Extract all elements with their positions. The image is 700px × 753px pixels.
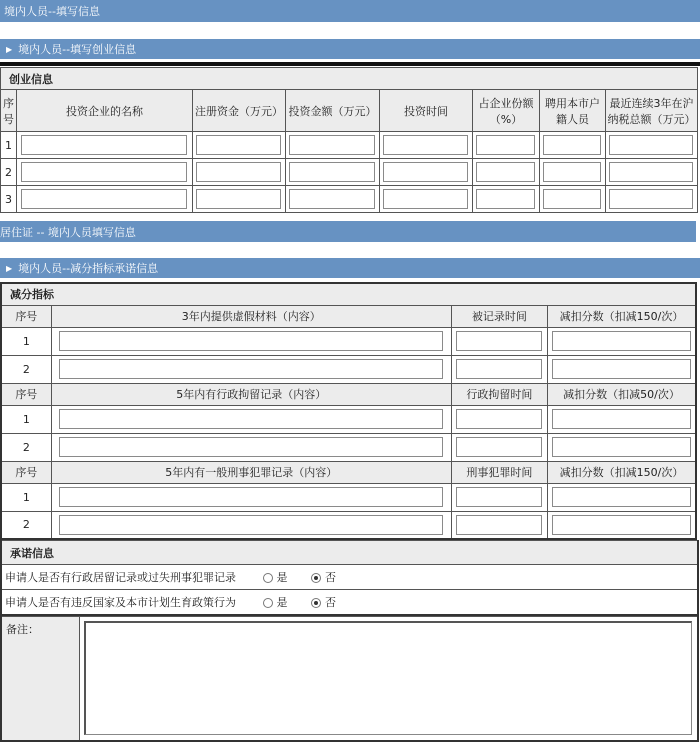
row-number: 1 [1, 405, 51, 433]
col-seq: 序号 [1, 90, 17, 132]
table-row [1, 186, 698, 213]
deduction-bar-label: 境内人员--减分指标承诺信息 [18, 262, 159, 275]
row-number: 2 [1, 433, 51, 461]
content-input[interactable] [59, 409, 443, 429]
col-points: 减扣分数（扣减150/次） [548, 305, 696, 327]
content-input[interactable] [59, 437, 443, 457]
col-employ: 聘用本市户籍人员 [540, 90, 606, 132]
tax-input[interactable] [609, 189, 693, 209]
radio-yes[interactable] [263, 573, 273, 583]
venture-table [0, 67, 698, 213]
col-content: 5年内有一般刑事犯罪记录（内容） [51, 461, 451, 483]
employ-input[interactable] [543, 162, 601, 182]
invest-time-input[interactable] [383, 135, 468, 155]
table-row [1, 159, 698, 186]
radio-yes[interactable] [263, 598, 273, 608]
invest-time-input[interactable] [383, 189, 468, 209]
col-seq: 序号 [1, 461, 51, 483]
promise-question: 申请人是否有违反国家及本市计划生育政策行为 [5, 595, 236, 609]
col-invest-amount: 投资金额（万元） [286, 90, 380, 132]
row-number: 1 [1, 132, 17, 159]
col-share: 占企业份额（%） [473, 90, 540, 132]
venture-section-bar [0, 39, 700, 59]
tax-input[interactable] [609, 135, 693, 155]
row-number: 2 [1, 159, 17, 186]
time-input[interactable] [456, 359, 542, 379]
deduction-section-bar [0, 258, 700, 278]
radio-yes-label: 是 [276, 571, 288, 584]
deduction-group-header [1, 305, 696, 327]
tax-input[interactable] [609, 162, 693, 182]
page-title: 境内人员--填写信息 [4, 5, 100, 18]
company-name-input[interactable] [21, 135, 187, 155]
table-row [1, 483, 696, 511]
deduction-table [0, 282, 697, 540]
points-input[interactable] [552, 515, 691, 535]
points-input[interactable] [552, 359, 691, 379]
reg-capital-input[interactable] [196, 162, 281, 182]
radio-no-label: 否 [325, 595, 336, 609]
residence-bar-label: 居住证 -- 境内人员填写信息 [0, 225, 136, 239]
venture-section-title: 创业信息 [1, 68, 698, 90]
points-input[interactable] [552, 409, 691, 429]
time-input[interactable] [456, 409, 542, 429]
promise-section-title: 承诺信息 [1, 541, 698, 565]
time-input[interactable] [456, 515, 542, 535]
content-input[interactable] [59, 515, 443, 535]
company-name-input[interactable] [21, 162, 187, 182]
table-row [1, 132, 698, 159]
employ-input[interactable] [543, 135, 601, 155]
points-input[interactable] [552, 331, 691, 351]
col-points: 减扣分数（扣减50/次） [548, 383, 696, 405]
radio-yes-label: 是 [276, 595, 288, 609]
page-title-bar [0, 0, 700, 22]
col-invest-time: 投资时间 [380, 90, 473, 132]
invest-amount-input[interactable] [289, 162, 375, 182]
time-input[interactable] [456, 437, 542, 457]
employ-input[interactable] [543, 189, 601, 209]
deduction-group-header [1, 461, 696, 483]
table-row [1, 355, 696, 383]
share-input[interactable] [476, 189, 535, 209]
divider [0, 62, 700, 66]
invest-amount-input[interactable] [289, 189, 375, 209]
radio-no-label: 否 [325, 571, 336, 584]
triangle-right-icon: ▶ [6, 263, 13, 273]
content-input[interactable] [59, 359, 443, 379]
table-row [1, 327, 696, 355]
deduction-group-header [1, 383, 696, 405]
col-points: 减扣分数（扣减150/次） [548, 461, 696, 483]
invest-time-input[interactable] [383, 162, 468, 182]
residence-section-bar [0, 221, 696, 242]
table-row [1, 405, 696, 433]
points-input[interactable] [552, 437, 691, 457]
col-time: 行政拘留时间 [451, 383, 547, 405]
deduction-section-title: 减分指标 [1, 283, 696, 305]
col-company: 投资企业的名称 [17, 90, 193, 132]
table-row [1, 433, 696, 461]
share-input[interactable] [476, 162, 535, 182]
remarks-label: 备注： [1, 616, 79, 741]
col-reg-capital: 注册资金（万元） [193, 90, 286, 132]
promise-row [1, 565, 698, 590]
invest-amount-input[interactable] [289, 135, 375, 155]
col-time: 刑事犯罪时间 [451, 461, 547, 483]
radio-no[interactable] [311, 573, 321, 583]
row-number: 3 [1, 186, 17, 213]
company-name-input[interactable] [21, 189, 187, 209]
radio-no[interactable] [311, 598, 321, 608]
row-number: 2 [1, 511, 51, 539]
row-number: 1 [1, 327, 51, 355]
col-time: 被记录时间 [451, 305, 547, 327]
col-content: 5年内有行政拘留记录（内容） [51, 383, 451, 405]
reg-capital-input[interactable] [196, 135, 281, 155]
promise-table [0, 540, 699, 616]
col-seq: 序号 [1, 305, 51, 327]
col-seq: 序号 [1, 383, 51, 405]
venture-bar-label: 境内人员--填写创业信息 [18, 43, 137, 56]
row-number: 2 [1, 355, 51, 383]
reg-capital-input[interactable] [196, 189, 281, 209]
promise-row [1, 590, 698, 615]
time-input[interactable] [456, 331, 542, 351]
remarks-textarea[interactable] [84, 621, 692, 735]
table-row [1, 511, 696, 539]
time-input[interactable] [456, 487, 542, 507]
share-input[interactable] [476, 135, 535, 155]
col-tax: 最近连续3年在沪纳税总额（万元） [606, 90, 698, 132]
col-content: 3年内提供虚假材料（内容） [51, 305, 451, 327]
content-input[interactable] [59, 487, 443, 507]
content-input[interactable] [59, 331, 443, 351]
points-input[interactable] [552, 487, 691, 507]
row-number: 1 [1, 483, 51, 511]
triangle-right-icon: ▶ [6, 44, 13, 54]
promise-question: 申请人是否有行政居留记录或过失刑事犯罪记录 [5, 571, 236, 584]
remarks-table [0, 616, 699, 743]
